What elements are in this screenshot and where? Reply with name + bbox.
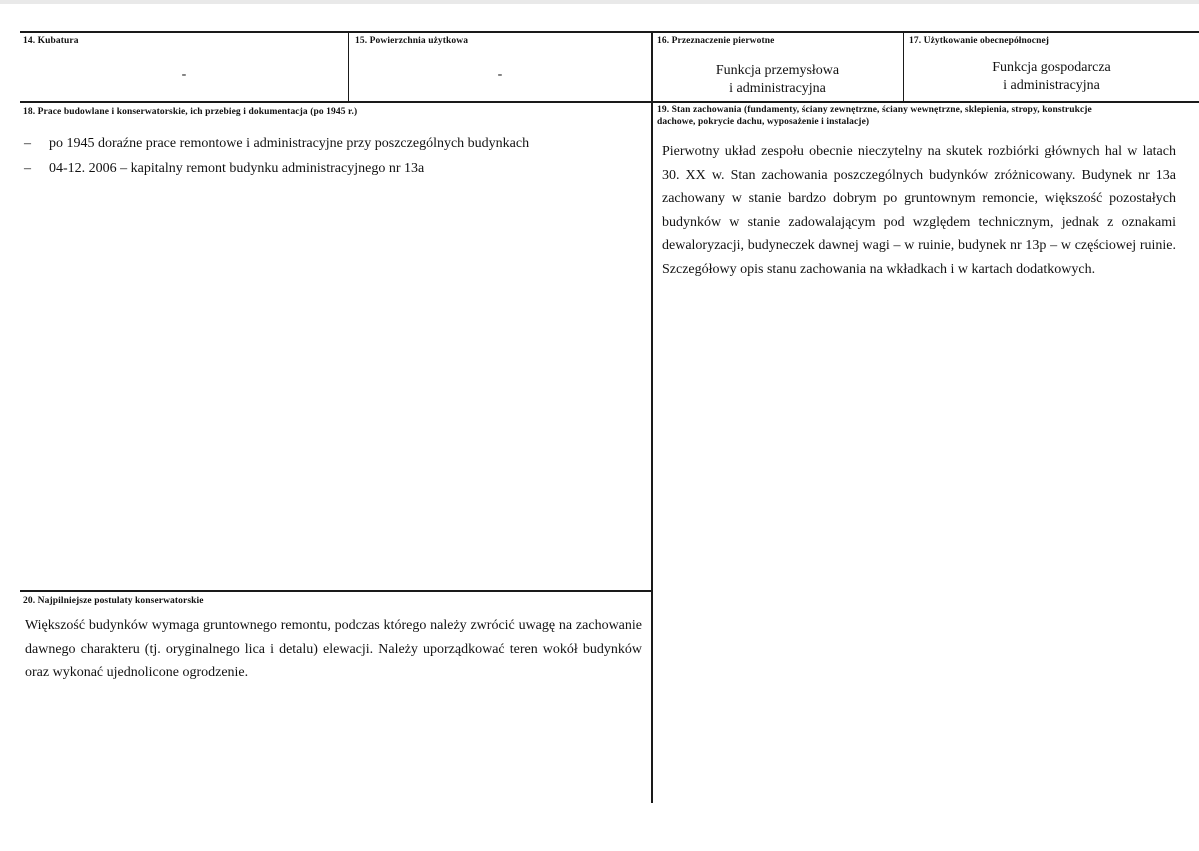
row-divider-left bbox=[20, 590, 652, 592]
field-14-header: 14. Kubatura bbox=[23, 36, 79, 46]
field-16-header: 16. Przeznaczenie pierwotne bbox=[657, 36, 775, 46]
list-item bbox=[24, 158, 644, 179]
field-17-header: 17. Użytkowanie obecnepółnocnej bbox=[909, 36, 1050, 46]
list-item bbox=[24, 133, 644, 154]
field-18-header: 18. Prace budowlane i konserwatorskie, ich przebieg i dokumentacja (po 1945 r.) bbox=[23, 107, 358, 117]
list-item-text: 04-12. 2006 – kapitalny remont budynku administracyjnego nr 13a bbox=[49, 161, 425, 176]
field-20-text: Większość budynków wymaga gruntownego remontu, podczas którego należy zwrócić uwagę na zachowanie dawnego charakteru (tj. oryginalnego lica i detalu) elewacji. Należy uporządkować teren wokół budynków oraz wykonać ujednolicone ogrodzenie. bbox=[25, 618, 642, 680]
row-divider-1 bbox=[20, 101, 1199, 103]
field-16-value bbox=[652, 62, 903, 98]
dash-marker: – bbox=[24, 136, 31, 151]
col-divider-main bbox=[651, 31, 653, 803]
field-16-value-line1: Funkcja przemysłowa bbox=[715, 63, 840, 78]
field-19-header-line2: dachowe, pokrycie dachu, wyposażenie i instalacje) bbox=[657, 117, 870, 127]
dash-marker: – bbox=[24, 161, 31, 176]
field-15-value: - bbox=[497, 67, 503, 82]
top-border bbox=[20, 31, 1199, 33]
field-20-header: 20. Najpilniejsze postulaty konserwatorskie bbox=[23, 596, 204, 606]
scan-edge bbox=[0, 0, 1199, 4]
field-16-value-line2: i administracyjna bbox=[729, 81, 826, 96]
list-item-text: po 1945 doraźne prace remontowe i administracyjne przy poszczególnych budynkach bbox=[49, 136, 530, 151]
field-17-value-line2: i administracyjna bbox=[1003, 78, 1100, 93]
field-15-header: 15. Powierzchnia użytkowa bbox=[355, 36, 469, 46]
field-18-list bbox=[24, 133, 644, 183]
field-19-header bbox=[657, 104, 1193, 128]
field-14-value: - bbox=[181, 67, 187, 82]
field-17-value bbox=[904, 59, 1199, 95]
field-19-header-line1: 19. Stan zachowania (fundamenty, ściany zewnętrzne, ściany wewnętrzne, sklepienia, stropy, konstrukcje bbox=[657, 105, 1092, 115]
field-19-text: Pierwotny układ zespołu obecnie nieczytelny na skutek rozbiórki głównych hal w latach 30. XX w. Stan zachowania poszczególnych budynków zróżnicowany. Budynek nr 13a zachowany w stanie bardzo dobrym po gruntownym remoncie, większość pozostałych budynków w stanie zadowalającym pod względem technicznym, jednak z oznakami dewaloryzacji, budyneczek dawnej wagi – w ruinie, budynek nr 13p – w częściowej ruinie. Szczegółowy opis stanu zachowania na wkładkach i w kartach dodatkowych. bbox=[662, 144, 1176, 277]
field-17-value-line1: Funkcja gospodarcza bbox=[992, 60, 1111, 75]
